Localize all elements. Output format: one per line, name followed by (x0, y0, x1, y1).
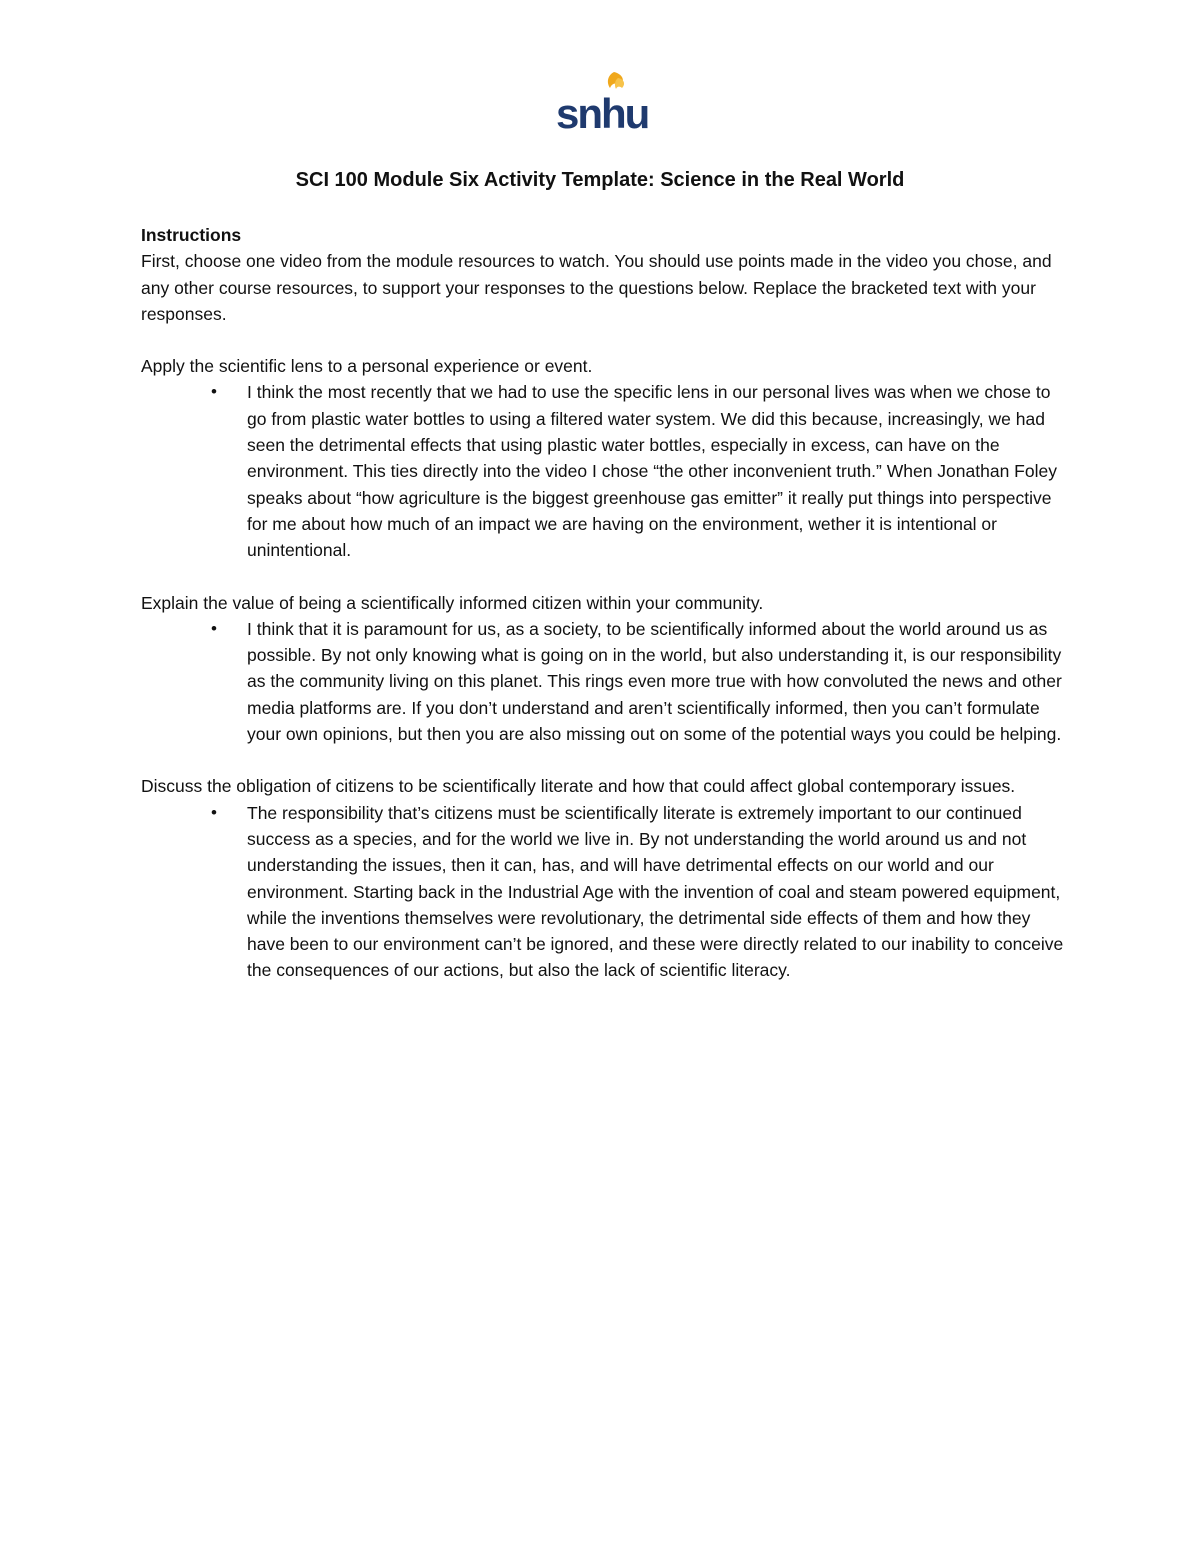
bullet-icon: • (211, 382, 217, 402)
question-prompt: Apply the scientific lens to a personal experience or event. (141, 356, 593, 377)
snhu-logo (556, 70, 649, 137)
response-item (141, 616, 1071, 747)
instructions-heading: Instructions (141, 225, 242, 245)
question-prompt: Explain the value of being a scientifically informed citizen within your community. (141, 592, 764, 613)
question-section (141, 590, 1071, 748)
response-text: I think the most recently that we had to use the specific lens in our personal lives was when we chose to go from plastic water bottles to using a filtered water system. We did this because, increasingly, we had seen the detrimental effects that using plastic water bottles, especially in excess, can have on the environment. This ties directly into the video I chose “the other inconvenient truth.” When Jonathan Foley speaks about “how agriculture is the biggest greenhouse gas emitter” it really put things into perspective for me about how much of an impact we are having on the environment, wether it is intentional or unintentional. (247, 382, 1057, 561)
response-text: The responsibility that’s citizens must be scientifically literate is extremely important to our continued success as a species, and for the world we live in. By not understanding the world around us and not understanding the issues, then it can, has, and will have detrimental effects on our world and our environment. Starting back in the Industrial Age with the invention of coal and steam powered equipment, while the inventions themselves were revolutionary, the detrimental side effects of them and how they have been to our environment can’t be ignored, and these were directly related to our inability to conceive the consequences of our actions, but also the lack of scientific literacy. (247, 802, 1064, 981)
logo-wordmark: snhu (556, 90, 649, 137)
question-prompt: Discuss the obligation of citizens to be scientifically literate and how that could affect global contemporary issues. (141, 776, 1016, 797)
response-item (141, 800, 1071, 984)
response-item (141, 379, 1071, 563)
question-section (141, 353, 1071, 563)
document-body (141, 222, 1071, 984)
response-text: I think that it is paramount for us, as a society, to be scientifically informed about the world around us as possible. By not only knowing what is going on in the world, but also understanding it, is our responsibility as the community living on this planet. This rings even more true with how convoluted the news and other media platforms are. If you don’t understand and aren’t scientifically informed, then you can’t formulate your own opinions, but then you are also missing out on some of the potential ways you could be helping. (247, 618, 1062, 745)
bullet-icon: • (211, 802, 217, 822)
bullet-icon: • (211, 618, 217, 638)
instructions-text: First, choose one video from the module resources to watch. You should use points made in the video you chose, and any other course resources, to support your responses to the questions below. Replace the bracketed text with your responses. (141, 251, 1052, 324)
page-title: SCI 100 Module Six Activity Template: Science in the Real World (295, 169, 905, 191)
question-section (141, 773, 1071, 983)
